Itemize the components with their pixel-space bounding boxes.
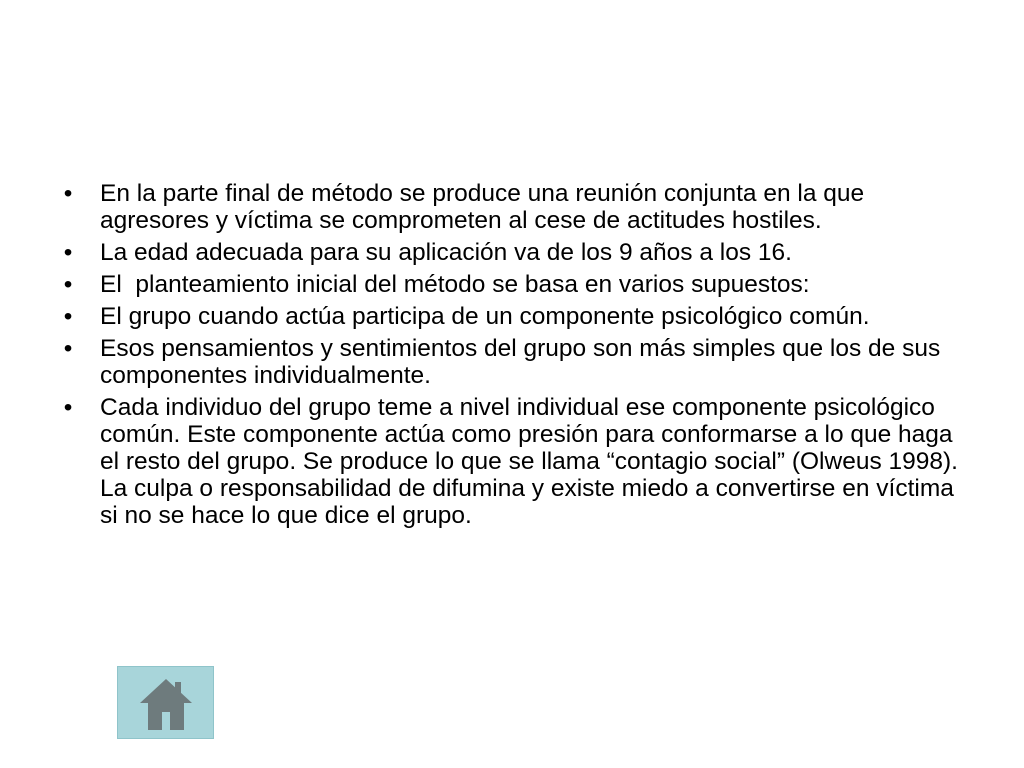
bullet-text: El grupo cuando actúa participa de un componente psicológico común. [100,303,870,330]
bullet-marker: • [63,239,73,266]
bullet-item-6 [58,394,968,529]
bullet-item-3 [58,271,968,298]
bullet-text: Cada individuo del grupo teme a nivel individual ese componente psicológico común. Este componente actúa como presión para conformarse a lo que haga el resto del grupo. Se produce lo que se llama “contagio social” (Olweus 1998). La culpa o responsabilidad de difumina y existe miedo a convertirse en víctima si no se hace lo que dice el grupo. [100,394,958,529]
bullet-marker: • [63,394,73,421]
bullet-text: Esos pensamientos y sentimientos del grupo son más simples que los de sus componentes individualmente. [100,335,941,389]
bullet-item-5 [58,335,968,389]
home-icon [138,676,194,732]
bullet-text: La edad adecuada para su aplicación va de los 9 años a los 16. [100,239,792,266]
bullet-marker: • [63,271,73,298]
bullet-text: En la parte final de método se produce una reunión conjunta en la que agresores y víctima se comprometen al cese de actitudes hostiles. [100,180,865,234]
bullet-marker: • [63,180,73,207]
bullet-item-4 [58,303,968,330]
bullet-item-1 [58,180,968,234]
bullet-item-2 [58,239,968,266]
home-button[interactable] [117,666,214,739]
bullet-text: El planteamiento inicial del método se basa en varios supuestos: [100,271,810,298]
bullet-list [58,180,968,534]
bullet-marker: • [63,303,73,330]
bullet-marker: • [63,335,73,362]
